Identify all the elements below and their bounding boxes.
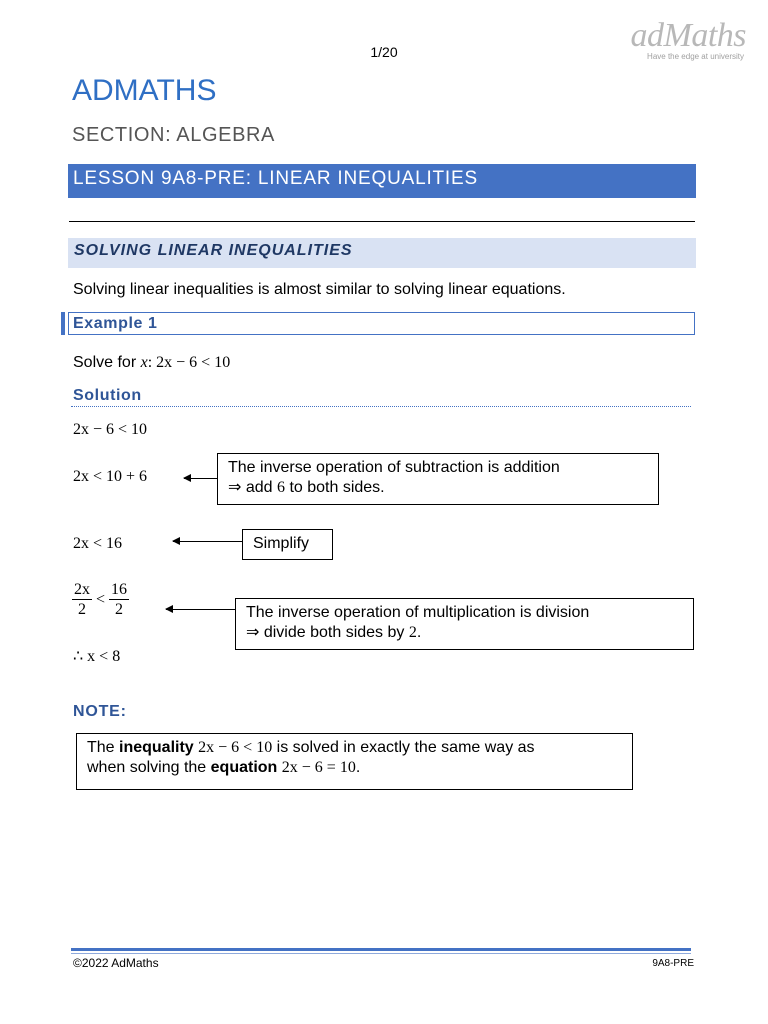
note-label: NOTE: <box>73 703 127 720</box>
right-numerator: 16 <box>111 581 128 598</box>
note-line2: when solving the equation 2x − 6 = 10. <box>87 759 361 776</box>
logo-tagline: Have the edge at university <box>647 52 744 61</box>
step-3: 2x < 16 <box>73 535 123 552</box>
arrow-left-icon <box>173 541 242 542</box>
callout-division-line1: The inverse operation of multiplication is division <box>246 604 590 621</box>
question-expression: 2x − 6 < 10 <box>156 354 231 371</box>
right-denominator: 2 <box>115 601 124 618</box>
intro-text: Solving linear inequalities is almost similar to solving linear equations. <box>73 281 566 298</box>
note-line1: The inequality 2x − 6 < 10 is solved in exactly the same way as <box>87 739 535 756</box>
question-variable: x <box>140 354 148 371</box>
arrow-left-icon <box>184 478 217 479</box>
admaths-logo: adMaths <box>630 17 746 54</box>
footer-lesson-code: 9A8-PRE <box>652 958 694 969</box>
example-header-box <box>68 312 695 335</box>
callout-simplify: Simplify <box>242 529 333 560</box>
step-2: 2x < 10 + 6 <box>73 468 148 485</box>
callout-addition <box>217 453 659 505</box>
divider <box>69 221 695 222</box>
step-5-answer: ∴ x < 8 <box>73 648 121 665</box>
callout-addition-line1: The inverse operation of subtraction is addition <box>228 459 560 476</box>
lesson-title: LESSON 9A8-PRE: LINEAR INEQUALITIES <box>73 168 478 189</box>
callout-division <box>235 598 694 650</box>
arrow-left-icon <box>166 609 235 610</box>
page-number: 1/20 <box>370 44 398 60</box>
note-box <box>76 733 633 790</box>
callout-addition-line2: ⇒ add 6 to both sides. <box>228 479 385 496</box>
footer-rule <box>71 948 691 951</box>
question-prompt: Solve for <box>73 354 137 371</box>
callout-division-line2: ⇒ divide both sides by 2. <box>246 624 422 641</box>
step-1: 2x − 6 < 10 <box>73 421 148 438</box>
footer-rule-thin <box>71 953 691 954</box>
footer-copyright: ©2022 AdMaths <box>73 956 159 970</box>
subsection-title: SOLVING LINEAR INEQUALITIES <box>74 242 353 259</box>
left-denominator: 2 <box>78 601 86 618</box>
left-fraction <box>72 580 92 619</box>
example-label: Example 1 <box>73 315 158 332</box>
step-4-fraction <box>72 580 129 619</box>
less-than-sign: < <box>96 590 106 608</box>
right-fraction <box>109 580 129 619</box>
solution-label: Solution <box>73 387 142 404</box>
example-question: Solve for x: 2x − 6 < 10 <box>73 354 231 371</box>
left-numerator: 2x <box>74 581 90 598</box>
solution-underline <box>71 406 691 407</box>
example-accent-bar <box>61 312 65 335</box>
section-heading: SECTION: ALGEBRA <box>72 124 275 146</box>
page-title: ADMATHS <box>72 74 217 107</box>
